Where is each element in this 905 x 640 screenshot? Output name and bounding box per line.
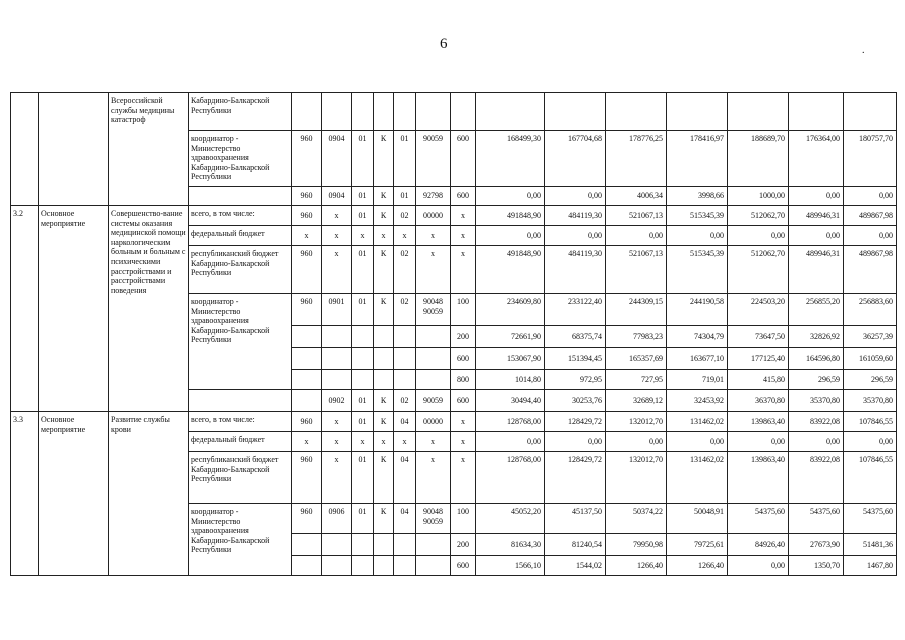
value-cell: 0,00 — [789, 432, 844, 452]
code-cell: 01 — [352, 390, 374, 412]
value-cell: 83922,08 — [789, 452, 844, 504]
value-cell: 0,00 — [844, 187, 897, 206]
value-cell: 0,00 — [545, 432, 606, 452]
code-cell: х — [322, 432, 352, 452]
value-cell: 244309,15 — [606, 294, 667, 326]
code-cell: 04 — [394, 504, 416, 534]
value-cell: 719,01 — [667, 370, 728, 390]
value-cell: 0,00 — [667, 432, 728, 452]
code-cell: 0904 — [322, 131, 352, 187]
value-cell: 32826,92 — [789, 326, 844, 348]
code-cell: х — [451, 206, 476, 226]
value-cell: 161059,60 — [844, 348, 897, 370]
value-cell: 153067,90 — [476, 348, 545, 370]
code-cell: К — [374, 412, 394, 432]
value-cell: 178416,97 — [667, 131, 728, 187]
value-cell: 83922,08 — [789, 412, 844, 432]
value-cell: 81240,54 — [545, 534, 606, 556]
code-cell: х — [394, 226, 416, 246]
value-cell: 489867,98 — [844, 206, 897, 226]
code-cell: х — [352, 226, 374, 246]
row-number-cell — [11, 93, 39, 206]
code-cell: 00000 — [416, 206, 451, 226]
value-cell: 515345,39 — [667, 246, 728, 294]
value-cell: 128429,72 — [545, 412, 606, 432]
code-cell: 600 — [451, 131, 476, 187]
responsible-cell: всего, в том числе: — [189, 412, 292, 432]
value-cell: 139863,40 — [728, 452, 789, 504]
value-cell: 50048,91 — [667, 504, 728, 534]
value-cell: 0,00 — [789, 187, 844, 206]
code-cell: 0901 — [322, 294, 352, 326]
code-cell: 92798 — [416, 187, 451, 206]
value-cell: 521067,13 — [606, 206, 667, 226]
code-cell: 02 — [394, 246, 416, 294]
code-cell: 600 — [451, 187, 476, 206]
value-cell: 32689,12 — [606, 390, 667, 412]
value-cell: 489946,31 — [789, 246, 844, 294]
row-type-cell: Основное мероприятие — [39, 206, 109, 412]
value-cell: 107846,55 — [844, 452, 897, 504]
code-cell: 02 — [394, 390, 416, 412]
value-cell: 0,00 — [545, 187, 606, 206]
table-row — [11, 93, 897, 131]
responsible-cell: координатор - Министерство здравоохранения Кабардино-Балкарской Республики — [189, 294, 292, 390]
measure-description: Всероссийской службы медицины катастроф — [109, 93, 189, 206]
value-cell: 168499,30 — [476, 131, 545, 187]
value-cell: 30494,40 — [476, 390, 545, 412]
code-cell: 01 — [394, 131, 416, 187]
value-cell: 68375,74 — [545, 326, 606, 348]
responsible-cell: республиканский бюджет Кабардино-Балкарской Республики — [189, 246, 292, 294]
value-cell: 0,00 — [844, 226, 897, 246]
code-cell: х — [416, 226, 451, 246]
code-cell: 00000 — [416, 412, 451, 432]
code-cell: 01 — [352, 452, 374, 504]
value-cell: 256855,20 — [789, 294, 844, 326]
table-row — [11, 412, 897, 432]
code-cell: 01 — [352, 504, 374, 534]
measure-description: Развитие службы крови — [109, 412, 189, 576]
measure-description: Совершенство-вание системы оказания медицинской помощи наркологическим больным и больным с психическими расстройствами и расстройствами поведения — [109, 206, 189, 412]
table-row — [11, 206, 897, 226]
value-cell: 79950,98 — [606, 534, 667, 556]
code-cell: 01 — [352, 206, 374, 226]
code-cell: 600 — [451, 348, 476, 370]
value-cell: 489946,31 — [789, 206, 844, 226]
code-cell: 100 — [451, 294, 476, 326]
value-cell: 521067,13 — [606, 246, 667, 294]
value-cell: 178776,25 — [606, 131, 667, 187]
value-cell: 0,00 — [789, 226, 844, 246]
value-cell: 131462,02 — [667, 412, 728, 432]
responsible-cell: координатор - Министерство здравоохранения Кабардино-Балкарской Республики — [189, 131, 292, 187]
value-cell: 0,00 — [476, 187, 545, 206]
value-cell: 151394,45 — [545, 348, 606, 370]
value-cell: 296,59 — [844, 370, 897, 390]
value-cell: 491848,90 — [476, 246, 545, 294]
value-cell: 484119,30 — [545, 206, 606, 226]
value-cell: 0,00 — [844, 432, 897, 452]
value-cell: 727,95 — [606, 370, 667, 390]
code-cell: 01 — [394, 187, 416, 206]
value-cell: 1566,10 — [476, 556, 545, 576]
code-cell: х — [352, 432, 374, 452]
code-cell: х — [416, 246, 451, 294]
value-cell: 0,00 — [728, 432, 789, 452]
value-cell: 489867,98 — [844, 246, 897, 294]
value-cell: 27673,90 — [789, 534, 844, 556]
value-cell: 224503,20 — [728, 294, 789, 326]
code-cell: 100 — [451, 504, 476, 534]
code-cell: х — [322, 452, 352, 504]
value-cell: 36370,80 — [728, 390, 789, 412]
value-cell: 1266,40 — [606, 556, 667, 576]
value-cell: 51481,36 — [844, 534, 897, 556]
code-cell: 04 — [394, 412, 416, 432]
value-cell: 163677,10 — [667, 348, 728, 370]
value-cell: 244190,58 — [667, 294, 728, 326]
value-cell: 0,00 — [545, 226, 606, 246]
code-cell: х — [374, 226, 394, 246]
responsible-cell: всего, в том числе: — [189, 206, 292, 226]
code-cell: 01 — [352, 412, 374, 432]
code-cell: 01 — [352, 187, 374, 206]
responsible-cell: федеральный бюджет — [189, 432, 292, 452]
value-cell: 132012,70 — [606, 452, 667, 504]
row-type-cell — [39, 93, 109, 206]
value-cell: 0,00 — [606, 226, 667, 246]
row-type-cell: Основное мероприятие — [39, 412, 109, 576]
code-cell: х — [451, 432, 476, 452]
code-cell: х — [451, 246, 476, 294]
code-cell: 600 — [451, 556, 476, 576]
value-cell: 972,95 — [545, 370, 606, 390]
row-number-cell: 3.2 — [11, 206, 39, 412]
code-cell: х — [451, 452, 476, 504]
code-cell: 90059 — [416, 131, 451, 187]
code-cell: 960 — [292, 452, 322, 504]
value-cell: 177125,40 — [728, 348, 789, 370]
code-cell: 0902 — [322, 390, 352, 412]
value-cell: 45137,50 — [545, 504, 606, 534]
value-cell: 0,00 — [728, 556, 789, 576]
code-cell: К — [374, 390, 394, 412]
value-cell: 296,59 — [789, 370, 844, 390]
value-cell: 77983,23 — [606, 326, 667, 348]
code-cell: х — [374, 432, 394, 452]
code-cell: 960 — [292, 246, 322, 294]
value-cell: 1544,02 — [545, 556, 606, 576]
code-cell: 01 — [352, 246, 374, 294]
value-cell: 0,00 — [476, 226, 545, 246]
row-number-cell: 3.3 — [11, 412, 39, 576]
value-cell: 1014,80 — [476, 370, 545, 390]
value-cell: 4006,34 — [606, 187, 667, 206]
budget-table — [10, 92, 897, 576]
value-cell: 188689,70 — [728, 131, 789, 187]
value-cell: 73647,50 — [728, 326, 789, 348]
code-cell: х — [451, 226, 476, 246]
code-cell: 0906 — [322, 504, 352, 534]
code-cell: 960 — [292, 206, 322, 226]
code-cell: х — [416, 432, 451, 452]
value-cell: 180757,70 — [844, 131, 897, 187]
value-cell: 36257,39 — [844, 326, 897, 348]
code-cell: 01 — [352, 294, 374, 326]
code-cell: 0904 — [322, 187, 352, 206]
value-cell: 0,00 — [476, 432, 545, 452]
value-cell: 0,00 — [667, 226, 728, 246]
code-cell: 960 — [292, 294, 322, 326]
code-cell: К — [374, 206, 394, 226]
code-cell: х — [451, 412, 476, 432]
value-cell: 0,00 — [606, 432, 667, 452]
value-cell: 79725,61 — [667, 534, 728, 556]
value-cell: 32453,92 — [667, 390, 728, 412]
value-cell: 132012,70 — [606, 412, 667, 432]
value-cell: 233122,40 — [545, 294, 606, 326]
value-cell: 1000,00 — [728, 187, 789, 206]
value-cell: 131462,02 — [667, 452, 728, 504]
value-cell: 165357,69 — [606, 348, 667, 370]
code-cell: х — [416, 452, 451, 504]
value-cell: 491848,90 — [476, 206, 545, 226]
responsible-cell: республиканский бюджет Кабардино-Балкарской Республики — [189, 452, 292, 504]
code-cell: К — [374, 131, 394, 187]
value-cell: 0,00 — [728, 226, 789, 246]
code-cell: 90059 — [416, 390, 451, 412]
code-cell: 90048 90059 — [416, 504, 451, 534]
code-cell: 02 — [394, 294, 416, 326]
code-cell: 960 — [292, 187, 322, 206]
value-cell: 35370,80 — [844, 390, 897, 412]
responsible-cell: Кабардино-Балкарской Республики — [189, 93, 292, 131]
value-cell: 176364,00 — [789, 131, 844, 187]
value-cell: 54375,60 — [728, 504, 789, 534]
value-cell: 1467,80 — [844, 556, 897, 576]
value-cell: 107846,55 — [844, 412, 897, 432]
code-cell: х — [394, 432, 416, 452]
code-cell: 960 — [292, 131, 322, 187]
value-cell: 415,80 — [728, 370, 789, 390]
code-cell: 04 — [394, 452, 416, 504]
value-cell: 50374,22 — [606, 504, 667, 534]
code-cell: х — [292, 226, 322, 246]
value-cell: 512062,70 — [728, 246, 789, 294]
code-cell: х — [322, 226, 352, 246]
value-cell: 72661,90 — [476, 326, 545, 348]
value-cell: 234609,80 — [476, 294, 545, 326]
value-cell: 128429,72 — [545, 452, 606, 504]
code-cell: 200 — [451, 326, 476, 348]
code-cell: 960 — [292, 412, 322, 432]
value-cell: 54375,60 — [789, 504, 844, 534]
code-cell: х — [292, 432, 322, 452]
responsible-cell: координатор - Министерство здравоохранения Кабардино-Балкарской Республики — [189, 504, 292, 576]
code-cell: х — [322, 246, 352, 294]
code-cell: 02 — [394, 206, 416, 226]
code-cell: 200 — [451, 534, 476, 556]
code-cell: К — [374, 504, 394, 534]
code-cell: 800 — [451, 370, 476, 390]
value-cell: 54375,60 — [844, 504, 897, 534]
value-cell: 128768,00 — [476, 452, 545, 504]
value-cell: 74304,79 — [667, 326, 728, 348]
value-cell: 139863,40 — [728, 412, 789, 432]
value-cell: 84926,40 — [728, 534, 789, 556]
value-cell: 164596,80 — [789, 348, 844, 370]
code-cell: 90048 90059 — [416, 294, 451, 326]
value-cell: 35370,80 — [789, 390, 844, 412]
value-cell: 81634,30 — [476, 534, 545, 556]
responsible-cell: федеральный бюджет — [189, 226, 292, 246]
value-cell: 1266,40 — [667, 556, 728, 576]
value-cell: 484119,30 — [545, 246, 606, 294]
value-cell: 167704,68 — [545, 131, 606, 187]
value-cell: 128768,00 — [476, 412, 545, 432]
code-cell: К — [374, 452, 394, 504]
page-number: 6 — [440, 36, 448, 52]
value-cell: 515345,39 — [667, 206, 728, 226]
code-cell: К — [374, 187, 394, 206]
value-cell: 45052,20 — [476, 504, 545, 534]
value-cell: 256883,60 — [844, 294, 897, 326]
value-cell: 512062,70 — [728, 206, 789, 226]
code-cell: К — [374, 294, 394, 326]
code-cell: х — [322, 412, 352, 432]
value-cell: 30253,76 — [545, 390, 606, 412]
page-dot: . — [862, 45, 865, 56]
value-cell: 1350,70 — [789, 556, 844, 576]
code-cell: х — [322, 206, 352, 226]
code-cell: 600 — [451, 390, 476, 412]
code-cell: 01 — [352, 131, 374, 187]
code-cell: К — [374, 246, 394, 294]
value-cell: 3998,66 — [667, 187, 728, 206]
code-cell: 960 — [292, 504, 322, 534]
